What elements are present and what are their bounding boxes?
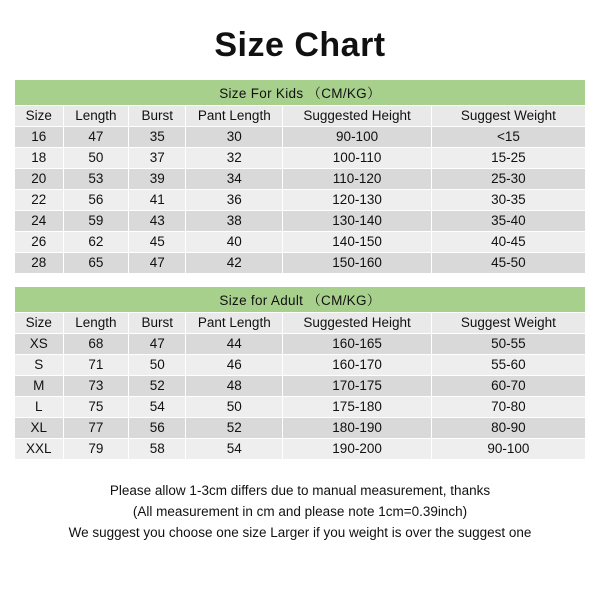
cell-length: 50 xyxy=(63,148,129,169)
cell-height: 160-165 xyxy=(283,334,431,355)
cell-height: 120-130 xyxy=(283,190,431,211)
cell-weight: 80-90 xyxy=(431,418,585,439)
table-row xyxy=(15,418,586,439)
kids-col-suggest-weight: Suggest Weight xyxy=(431,106,585,127)
cell-size: XS xyxy=(15,334,64,355)
cell-size: 28 xyxy=(15,253,64,274)
kids-col-pant-length: Pant Length xyxy=(186,106,283,127)
cell-weight: 35-40 xyxy=(431,211,585,232)
cell-burst: 52 xyxy=(129,376,186,397)
cell-length: 53 xyxy=(63,169,129,190)
cell-pant-length: 30 xyxy=(186,127,283,148)
cell-pant-length: 34 xyxy=(186,169,283,190)
cell-size: XL xyxy=(15,418,64,439)
cell-height: 170-175 xyxy=(283,376,431,397)
table-row xyxy=(15,232,586,253)
cell-pant-length: 46 xyxy=(186,355,283,376)
cell-burst: 54 xyxy=(129,397,186,418)
cell-burst: 41 xyxy=(129,190,186,211)
cell-height: 110-120 xyxy=(283,169,431,190)
table-row xyxy=(15,376,586,397)
table-row xyxy=(15,211,586,232)
cell-weight: 55-60 xyxy=(431,355,585,376)
cell-weight: 70-80 xyxy=(431,397,585,418)
cell-height: 90-100 xyxy=(283,127,431,148)
cell-length: 73 xyxy=(63,376,129,397)
cell-weight: 40-45 xyxy=(431,232,585,253)
adult-col-suggested-height: Suggested Height xyxy=(283,313,431,334)
cell-size: 18 xyxy=(15,148,64,169)
cell-size: XXL xyxy=(15,439,64,460)
cell-length: 62 xyxy=(63,232,129,253)
table-row xyxy=(15,334,586,355)
table-row xyxy=(15,127,586,148)
cell-pant-length: 42 xyxy=(186,253,283,274)
cell-burst: 39 xyxy=(129,169,186,190)
cell-weight: 30-35 xyxy=(431,190,585,211)
cell-burst: 47 xyxy=(129,334,186,355)
cell-length: 47 xyxy=(63,127,129,148)
cell-pant-length: 44 xyxy=(186,334,283,355)
cell-weight: 50-55 xyxy=(431,334,585,355)
measurement-notes xyxy=(14,480,586,543)
table-row xyxy=(15,148,586,169)
cell-pant-length: 36 xyxy=(186,190,283,211)
cell-size: 24 xyxy=(15,211,64,232)
cell-height: 180-190 xyxy=(283,418,431,439)
page-title: Size Chart xyxy=(214,26,386,64)
cell-height: 160-170 xyxy=(283,355,431,376)
cell-height: 190-200 xyxy=(283,439,431,460)
adult-col-length: Length xyxy=(63,313,129,334)
adult-col-pant-length: Pant Length xyxy=(186,313,283,334)
table-row xyxy=(15,355,586,376)
cell-burst: 56 xyxy=(129,418,186,439)
cell-pant-length: 32 xyxy=(186,148,283,169)
adult-col-burst: Burst xyxy=(129,313,186,334)
adult-column-header-row xyxy=(15,313,586,334)
kids-col-burst: Burst xyxy=(129,106,186,127)
cell-length: 56 xyxy=(63,190,129,211)
cell-height: 175-180 xyxy=(283,397,431,418)
kids-col-length: Length xyxy=(63,106,129,127)
adult-section-heading: Size for Adult （CM/KG） xyxy=(15,287,586,313)
cell-burst: 37 xyxy=(129,148,186,169)
cell-size: 16 xyxy=(15,127,64,148)
kids-column-header-row xyxy=(15,106,586,127)
cell-weight: 25-30 xyxy=(431,169,585,190)
cell-size: 20 xyxy=(15,169,64,190)
cell-pant-length: 54 xyxy=(186,439,283,460)
cell-burst: 50 xyxy=(129,355,186,376)
cell-height: 130-140 xyxy=(283,211,431,232)
note-line-1: Please allow 1-3cm differs due to manual measurement, thanks xyxy=(109,483,491,498)
cell-length: 68 xyxy=(63,334,129,355)
cell-size: L xyxy=(15,397,64,418)
table-row xyxy=(15,169,586,190)
kids-size-table xyxy=(14,79,586,274)
cell-burst: 47 xyxy=(129,253,186,274)
adult-col-size: Size xyxy=(15,313,64,334)
cell-weight: 90-100 xyxy=(431,439,585,460)
cell-pant-length: 50 xyxy=(186,397,283,418)
cell-burst: 35 xyxy=(129,127,186,148)
kids-col-suggested-height: Suggested Height xyxy=(283,106,431,127)
cell-length: 79 xyxy=(63,439,129,460)
cell-size: M xyxy=(15,376,64,397)
kids-section-heading: Size For Kids （CM/KG） xyxy=(15,80,586,106)
cell-size: 22 xyxy=(15,190,64,211)
note-line-2: (All measurement in cm and please note 1cm=0.39inch) xyxy=(132,504,468,519)
cell-burst: 43 xyxy=(129,211,186,232)
cell-pant-length: 48 xyxy=(186,376,283,397)
adult-col-suggest-weight: Suggest Weight xyxy=(431,313,585,334)
cell-height: 100-110 xyxy=(283,148,431,169)
cell-weight: 15-25 xyxy=(431,148,585,169)
cell-pant-length: 40 xyxy=(186,232,283,253)
kids-section-heading-row xyxy=(15,80,586,106)
cell-size: 26 xyxy=(15,232,64,253)
cell-weight: <15 xyxy=(431,127,585,148)
cell-burst: 58 xyxy=(129,439,186,460)
cell-length: 75 xyxy=(63,397,129,418)
table-row xyxy=(15,253,586,274)
cell-size: S xyxy=(15,355,64,376)
table-row xyxy=(15,439,586,460)
cell-burst: 45 xyxy=(129,232,186,253)
note-line-3: We suggest you choose one size Larger if you weight is over the suggest one xyxy=(68,525,532,540)
cell-length: 59 xyxy=(63,211,129,232)
cell-length: 71 xyxy=(63,355,129,376)
cell-height: 140-150 xyxy=(283,232,431,253)
table-row xyxy=(15,397,586,418)
cell-length: 77 xyxy=(63,418,129,439)
kids-col-size: Size xyxy=(15,106,64,127)
adult-size-table xyxy=(14,286,586,460)
cell-height: 150-160 xyxy=(283,253,431,274)
adult-section-heading-row xyxy=(15,287,586,313)
cell-pant-length: 38 xyxy=(186,211,283,232)
cell-weight: 60-70 xyxy=(431,376,585,397)
cell-weight: 45-50 xyxy=(431,253,585,274)
cell-length: 65 xyxy=(63,253,129,274)
cell-pant-length: 52 xyxy=(186,418,283,439)
table-row xyxy=(15,190,586,211)
